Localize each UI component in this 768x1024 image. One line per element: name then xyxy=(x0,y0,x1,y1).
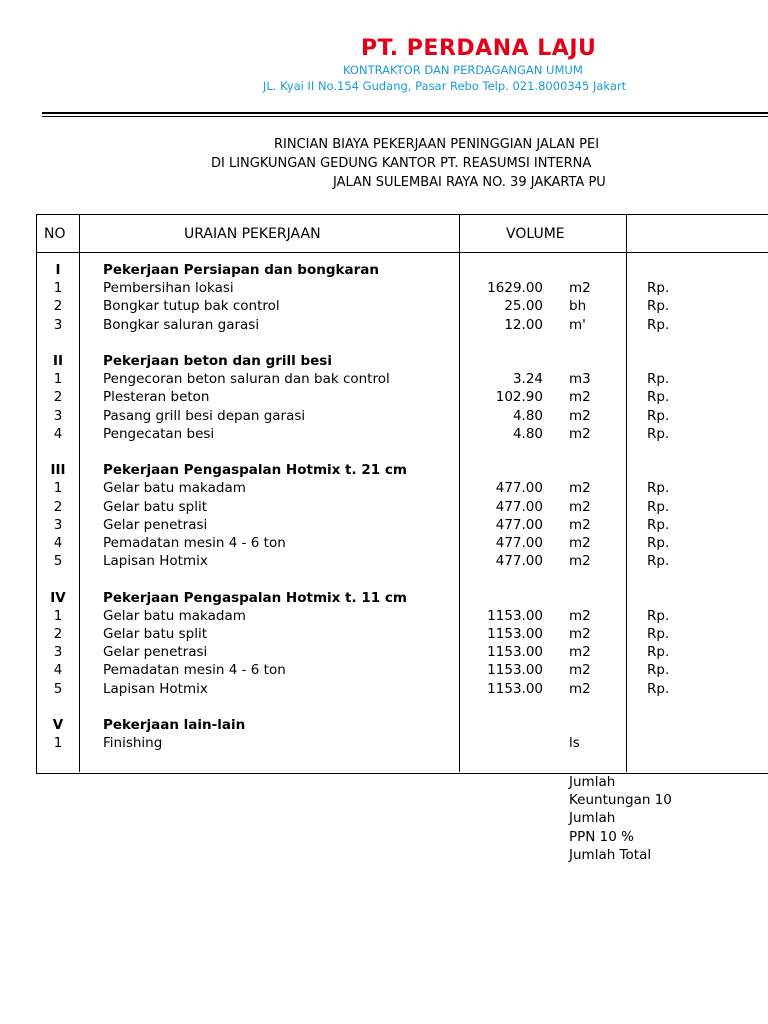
row-description: Pekerjaan lain-lain xyxy=(103,717,246,733)
row-description: Pasang grill besi depan garasi xyxy=(103,407,306,424)
row-volume: 3.24 xyxy=(512,371,543,388)
row-price-currency: Rp. xyxy=(647,480,670,497)
row-unit: m2 xyxy=(569,480,591,497)
row-number: 4 xyxy=(53,535,63,551)
row-unit: m2 xyxy=(569,389,591,406)
row-description: Bongkar saluran garasi xyxy=(103,316,260,333)
row-description: Pekerjaan Pengaspalan Hotmix t. 11 cm xyxy=(103,589,407,606)
row-number: II xyxy=(52,353,64,369)
row-number: 1 xyxy=(53,735,63,752)
row-number: 1 xyxy=(53,280,63,297)
row-number: 3 xyxy=(53,516,63,533)
row-description: Lapisan Hotmix xyxy=(103,553,208,570)
row-description: Pengecoran beton saluran dan bak control xyxy=(103,371,390,388)
row-unit: m3 xyxy=(569,371,591,388)
row-price-currency: Rp. xyxy=(647,680,670,697)
column-header-no: NO xyxy=(44,226,66,242)
row-volume: 4.80 xyxy=(512,425,543,442)
row-unit: m2 xyxy=(569,644,591,661)
row-number: 1 xyxy=(53,371,63,388)
row-unit: m2 xyxy=(569,553,591,570)
row-volume: 25.00 xyxy=(504,298,543,315)
row-description: Pemadatan mesin 4 - 6 ton xyxy=(103,535,286,551)
row-volume: 477.00 xyxy=(495,498,543,515)
document-title-line-1: RINCIAN BIAYA PEKERJAAN PENINGGIAN JALAN PEI xyxy=(274,137,600,152)
row-number: III xyxy=(50,462,66,479)
row-description: Pekerjaan Persiapan dan bongkaran xyxy=(103,262,379,278)
row-volume: 1153.00 xyxy=(487,680,543,697)
row-description: Pembersihan lokasi xyxy=(103,280,234,297)
row-number: 2 xyxy=(53,298,63,315)
column-header-volume: VOLUME xyxy=(506,226,565,242)
row-unit: m2 xyxy=(569,626,591,642)
row-number: 5 xyxy=(53,680,63,697)
summary-label: Jumlah xyxy=(569,774,616,790)
row-number: 5 xyxy=(53,553,63,570)
row-number: 3 xyxy=(53,644,63,661)
row-description: Pekerjaan Pengaspalan Hotmix t. 21 cm xyxy=(103,462,407,479)
document-title-line-2: DI LINGKUNGAN GEDUNG KANTOR PT. REASUMSI INTERNA xyxy=(211,156,592,171)
row-price-currency: Rp. xyxy=(647,298,670,315)
row-unit: m2 xyxy=(569,407,591,424)
row-volume: 477.00 xyxy=(495,516,543,533)
row-price-currency: Rp. xyxy=(647,516,670,533)
summary-label: PPN 10 % xyxy=(569,828,634,845)
document-title-line-3: JALAN SULEMBAI RAYA NO. 39 JAKARTA PU xyxy=(333,175,606,190)
row-volume: 477.00 xyxy=(495,480,543,497)
summary-label: Jumlah Total xyxy=(569,846,652,863)
row-volume: 477.00 xyxy=(495,553,543,570)
row-number: V xyxy=(52,717,64,733)
row-unit: m2 xyxy=(569,662,591,679)
row-volume: 12.00 xyxy=(504,316,543,333)
row-volume: 102.90 xyxy=(495,389,543,406)
row-unit: ls xyxy=(569,735,580,752)
row-price-currency: Rp. xyxy=(647,280,670,297)
row-unit: m2 xyxy=(569,498,591,515)
row-number: 3 xyxy=(53,407,63,424)
row-unit: m2 xyxy=(569,425,591,442)
row-volume: 477.00 xyxy=(495,535,543,551)
company-subtitle: KONTRAKTOR DAN PERDAGANGAN UMUM xyxy=(343,63,583,77)
summary-label: Keuntungan 10 xyxy=(569,792,672,809)
row-volume: 4.80 xyxy=(512,407,543,424)
row-description: Plesteran beton xyxy=(103,389,210,406)
row-description: Pekerjaan beton dan grill besi xyxy=(103,353,332,369)
row-description: Pemadatan mesin 4 - 6 ton xyxy=(103,662,286,679)
row-volume: 1629.00 xyxy=(487,280,543,297)
row-number: 1 xyxy=(53,607,63,624)
row-unit: m2 xyxy=(569,516,591,533)
row-volume: 1153.00 xyxy=(487,644,543,661)
row-description: Gelar penetrasi xyxy=(103,644,208,661)
row-volume: 1153.00 xyxy=(487,626,543,642)
company-name: PT. PERDANA LAJU xyxy=(361,36,597,61)
row-unit: m' xyxy=(569,316,586,333)
row-description: Gelar batu makadam xyxy=(103,480,246,497)
table-divider-uraian xyxy=(459,214,460,772)
row-price-currency: Rp. xyxy=(647,553,670,570)
row-unit: m2 xyxy=(569,280,591,297)
row-unit: m2 xyxy=(569,535,591,551)
row-number: 2 xyxy=(53,389,63,406)
row-description: Gelar batu makadam xyxy=(103,607,246,624)
row-description: Bongkar tutup bak control xyxy=(103,298,280,315)
row-number: 2 xyxy=(53,498,63,515)
table-header-divider xyxy=(36,252,768,253)
row-volume: 1153.00 xyxy=(487,607,543,624)
row-unit: m2 xyxy=(569,680,591,697)
header-divider-thin xyxy=(42,116,768,117)
row-price-currency: Rp. xyxy=(647,407,670,424)
row-volume: 1153.00 xyxy=(487,662,543,679)
row-unit: m2 xyxy=(569,607,591,624)
row-number: I xyxy=(55,262,61,278)
row-price-currency: Rp. xyxy=(647,389,670,406)
row-number: 2 xyxy=(53,626,63,642)
row-price-currency: Rp. xyxy=(647,535,670,551)
row-description: Gelar batu split xyxy=(103,626,208,642)
row-number: 3 xyxy=(53,316,63,333)
column-header-uraian: URAIAN PEKERJAAN xyxy=(184,226,321,242)
row-price-currency: Rp. xyxy=(647,371,670,388)
row-unit: bh xyxy=(569,298,587,315)
row-number: 4 xyxy=(53,662,63,679)
row-number: 1 xyxy=(53,480,63,497)
row-price-currency: Rp. xyxy=(647,626,670,642)
row-price-currency: Rp. xyxy=(647,498,670,515)
summary-label: Jumlah xyxy=(569,810,616,827)
row-price-currency: Rp. xyxy=(647,607,670,624)
row-description: Gelar penetrasi xyxy=(103,516,208,533)
company-address: JL. Kyai II No.154 Gudang, Pasar Rebo Telp. 021.8000345 Jakart xyxy=(263,79,627,93)
row-number: IV xyxy=(50,589,66,606)
row-description: Finishing xyxy=(103,735,163,752)
row-price-currency: Rp. xyxy=(647,662,670,679)
row-price-currency: Rp. xyxy=(647,425,670,442)
header-divider-thick xyxy=(42,112,768,114)
row-number: 4 xyxy=(53,425,63,442)
row-description: Gelar batu split xyxy=(103,498,208,515)
table-divider-volume xyxy=(626,214,627,772)
row-description: Lapisan Hotmix xyxy=(103,680,208,697)
row-price-currency: Rp. xyxy=(647,644,670,661)
row-price-currency: Rp. xyxy=(647,316,670,333)
row-description: Pengecatan besi xyxy=(103,425,215,442)
